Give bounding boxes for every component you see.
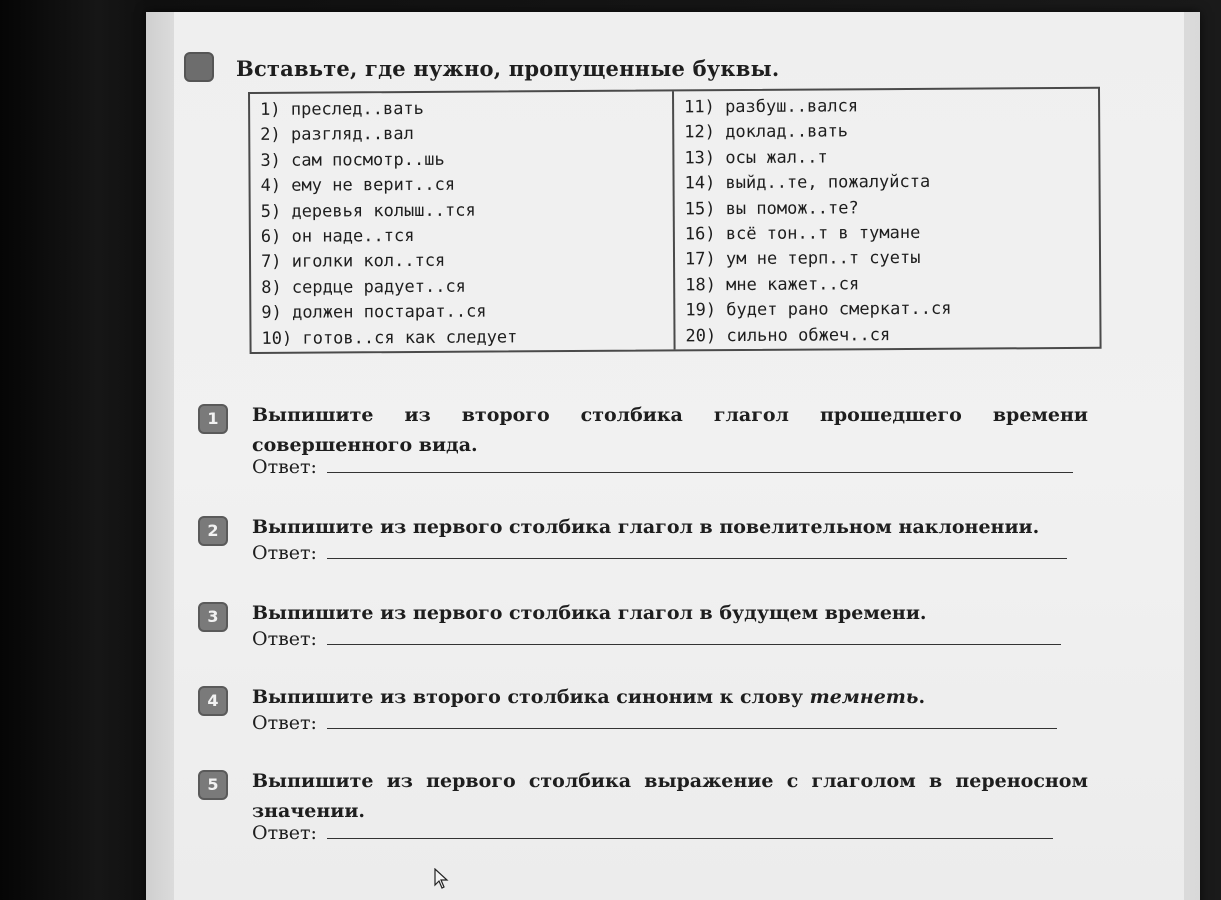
word-item: 19) будет рано смеркат..ся: [685, 298, 952, 321]
word-table: [248, 87, 1102, 354]
workbook-sheet: [146, 12, 1200, 900]
word-item: 7) иголки кол..тся: [260, 251, 446, 273]
answer-label: Ответ:: [252, 822, 317, 844]
word-item: 1) преслед..вать: [260, 98, 424, 120]
answer-label: Ответ:: [252, 456, 317, 478]
word-item: 9) должен постарат..ся: [261, 301, 487, 324]
answer-row: [252, 456, 1073, 478]
word-item: 6) он наде..тся: [260, 226, 415, 247]
answer-field[interactable]: [327, 558, 1067, 559]
answer-field[interactable]: [327, 728, 1057, 729]
word-item: 8) сердце радует..ся: [261, 276, 466, 298]
word-column-left: [250, 91, 676, 352]
task-4: [198, 682, 1098, 742]
word-item: 13) осы жал..т: [684, 147, 828, 169]
word-item: 20) сильно обжеч..ся: [685, 324, 891, 346]
answer-field[interactable]: [327, 644, 1061, 645]
answer-row: [252, 822, 1053, 844]
word-item: 15) вы помож..те?: [684, 197, 859, 219]
task-2: [198, 512, 1098, 572]
task-prompt: Выпишите из первого столбика выражение с глаголом в переносном значении.: [252, 770, 1088, 822]
answer-label: Ответ:: [252, 628, 317, 650]
mouse-pointer-icon: [434, 868, 450, 890]
word-item: 2) разгляд..вал: [260, 124, 414, 146]
word-item: 10) готов..ся как следует: [261, 327, 518, 349]
task-3: [198, 598, 1098, 658]
task-prompt-text: Выпишите из второго столбика синоним к слову: [252, 686, 810, 708]
word-item: 16) всё тон..т в тумане: [684, 222, 921, 245]
task-1: [198, 400, 1098, 480]
answer-label: Ответ:: [252, 712, 317, 734]
word-item: 14) выйд..те, пожалуйста: [684, 172, 931, 194]
task-prompt: Выпишите из первого столбика глагол в будущем времени.: [252, 602, 927, 624]
word-item: 12) доклад..вать: [684, 121, 849, 143]
answer-field[interactable]: [327, 472, 1073, 473]
word-item: 5) деревья колыш..тся: [260, 200, 476, 222]
exercise-title: Вставьте, где нужно, пропущенные буквы.: [236, 56, 780, 81]
task-prompt-end: .: [918, 686, 926, 708]
answer-label: Ответ:: [252, 542, 317, 564]
answer-row: [252, 628, 1061, 650]
task-5: [198, 766, 1098, 856]
task-number-badge: 1: [198, 404, 228, 434]
word-item: 4) ему не верит..ся: [260, 174, 456, 197]
task-number-badge: 4: [198, 686, 228, 716]
word-item: 11) разбуш..вался: [684, 96, 859, 118]
task-number-badge: 5: [198, 770, 228, 800]
word-column-right: [674, 89, 1100, 350]
word-item: 18) мне кажет..ся: [685, 274, 860, 296]
task-keyword: темнеть: [809, 686, 919, 708]
word-item: 17) ум не терп..т суеты: [684, 248, 921, 270]
task-number-badge: 2: [198, 516, 228, 546]
header-square-marker: [184, 52, 214, 82]
answer-field[interactable]: [327, 838, 1053, 839]
task-prompt: Выпишите из первого столбика глагол в повелительном наклонении.: [252, 516, 1040, 538]
answer-row: [252, 542, 1067, 564]
word-item: 3) сам посмотр..шь: [260, 149, 445, 171]
task-number-badge: 3: [198, 602, 228, 632]
workbook-page: [174, 12, 1184, 900]
task-prompt: [252, 682, 1088, 712]
task-prompt: Выпишите из второго столбика глагол прошедшего времени совершенного вида.: [252, 404, 1088, 456]
answer-row: [252, 712, 1057, 734]
